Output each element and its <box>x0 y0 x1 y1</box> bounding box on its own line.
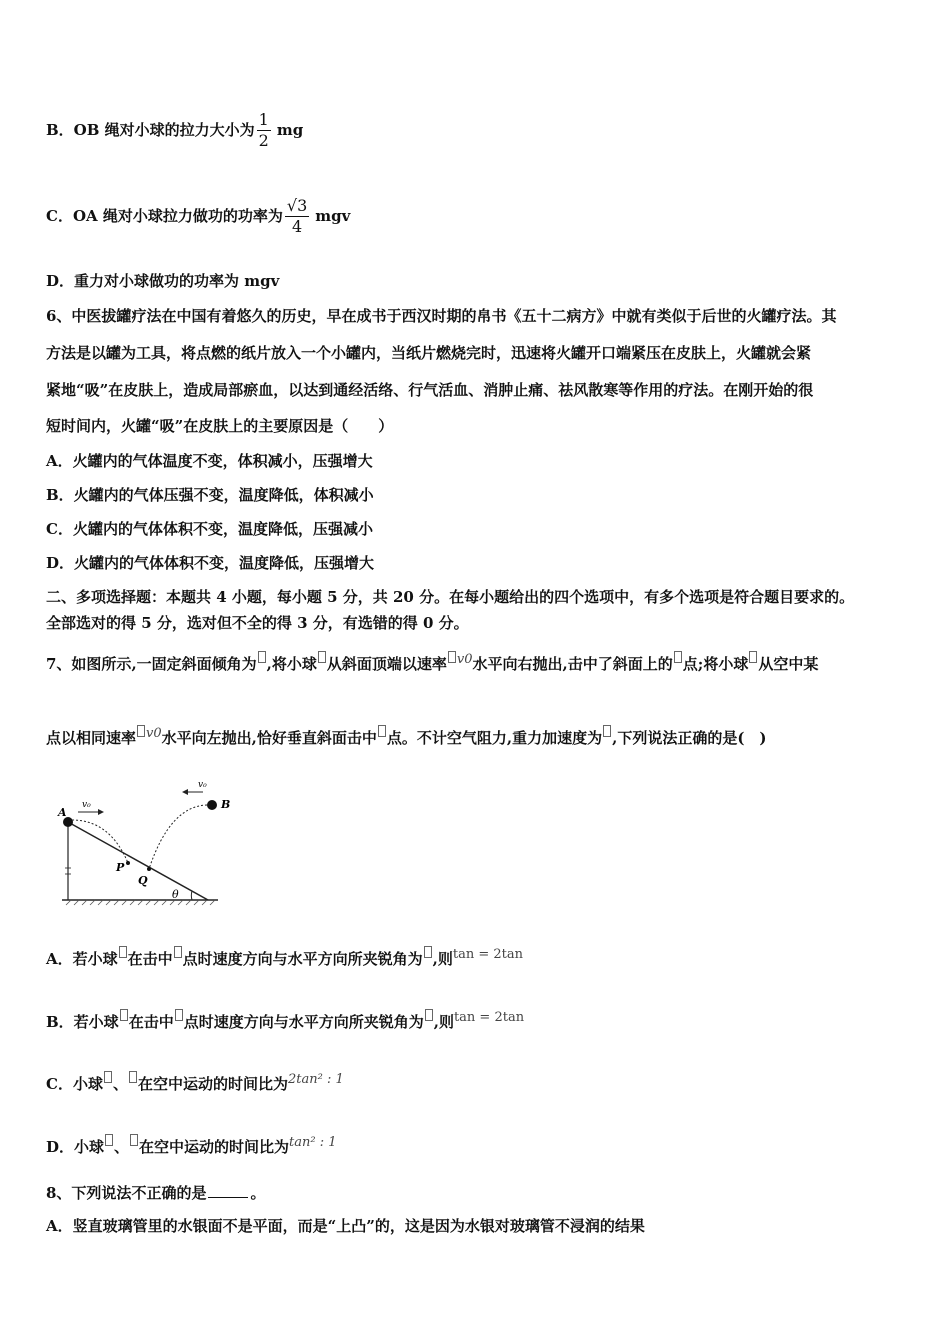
missing-glyph-icon <box>258 651 266 663</box>
label-b: B <box>221 798 231 811</box>
point-q <box>147 867 151 871</box>
missing-glyph-icon <box>105 1134 113 1146</box>
formula-a: tan = 2tan <box>452 947 524 962</box>
trajectory-b <box>149 805 207 869</box>
missing-glyph-icon <box>120 1009 128 1021</box>
q7-option-a: A．若小球 在击中 点时速度方向与水平方向所夹锐角为 ,则tan = 2tan <box>46 947 524 968</box>
label-p: P <box>116 861 125 874</box>
missing-glyph-icon <box>175 1009 183 1021</box>
q7-option-c: C．小球 、 在空中运动的时间比为2tan² : 1 <box>46 1072 344 1093</box>
missing-glyph-icon <box>674 651 682 663</box>
angle-arc <box>191 891 192 900</box>
q7-stem-line-1: 7、如图所示,一固定斜面倾角为 ,将小球 从斜面顶端以速率 v0水平向右抛出,击中了斜面上的 点;将小球 从空中某 <box>46 652 819 673</box>
q6-stem-line-3: 紧地“吸”在皮肤上，造成局部瘀血，以达到通经活络、行气活血、消肿止痛、祛风散寒等作用的疗法。在刚开始的很 <box>46 381 814 399</box>
missing-glyph-icon <box>318 651 326 663</box>
q6-option-b: B．火罐内的气体压强不变，温度降低，体积减小 <box>46 486 374 504</box>
section2-line-2: 全部选对的得 5 分，选对但不全的得 3 分，有选错的得 0 分。 <box>46 614 469 632</box>
q7-stem-line-2: 点以相同速率 v0水平向左抛出,恰好垂直斜面击中 点。不计空气阻力,重力加速度为 ,下列说法正确的是( ) <box>46 726 767 747</box>
q6-stem-line-1: 6、中医拔罐疗法在中国有着悠久的历史，早在成书于西汉时期的帛书《五十二病方》中就有类似于后世的火罐疗法。其 <box>46 307 837 325</box>
label-theta: θ <box>172 888 179 901</box>
ball-b <box>207 800 217 810</box>
missing-glyph-icon <box>130 1134 138 1146</box>
q8-option-a: A．竖直玻璃管里的水银面不是平面，而是“上凸”的，这是因为水银对玻璃管不浸润的结果 <box>46 1217 645 1235</box>
label-v0-right: v₀ <box>198 780 207 790</box>
missing-glyph-icon <box>448 651 456 663</box>
formula-d: tan² : 1 <box>289 1135 337 1150</box>
section2-line-1: 二、多项选择题：本题共 4 小题，每小题 5 分，共 20 分。在每小题给出的四个选项中，有多个选项是符合题目要求的。 <box>46 588 855 606</box>
missing-glyph-icon <box>129 1071 137 1083</box>
q6-stem-line-2: 方法是以罐为工具，将点燃的纸片放入一个小罐内，当纸片燃烧完时，迅速将火罐开口端紧压在皮肤上，火罐就会紧 <box>46 344 812 362</box>
answer-blank <box>208 1197 248 1198</box>
q5-option-c: C．OA 绳对小球拉力做功的功率为 $\frac{√3}{4}$ mgv <box>46 195 351 236</box>
missing-glyph-icon <box>104 1071 112 1083</box>
q7-option-b: B．若小球 在击中 点时速度方向与水平方向所夹锐角为 ,则tan = 2tan <box>46 1010 525 1031</box>
missing-glyph-icon <box>119 946 127 958</box>
point-p <box>126 861 130 865</box>
incline-surface <box>68 822 208 900</box>
trajectory-a <box>72 820 128 863</box>
q6-option-a: A．火罐内的气体温度不变，体积减小，压强增大 <box>46 452 373 470</box>
missing-glyph-icon <box>424 946 432 958</box>
formula-c: 2tan² : 1 <box>287 1072 344 1087</box>
q6-option-d: D．火罐内的气体体积不变，温度降低，压强增大 <box>46 554 375 572</box>
label-v0-left: v₀ <box>82 800 91 810</box>
fraction-one-half: $\frac{1}{2}$ <box>258 109 269 150</box>
missing-glyph-icon <box>174 946 182 958</box>
label-q: Q <box>138 874 148 887</box>
fraction-sqrt3-over-4: $\frac{√3}{4}$ <box>286 195 308 236</box>
q5-option-b: B．OB 绳对小球的拉力大小为 $\frac{1}{2}$ mg <box>46 109 304 150</box>
missing-glyph-icon <box>425 1009 433 1021</box>
q6-stem-line-4: 短时间内，火罐“吸”在皮肤上的主要原因是（ ） <box>46 417 394 435</box>
q7-option-d: D．小球 、 在空中运动的时间比为tan² : 1 <box>46 1135 337 1156</box>
formula-b: tan = 2tan <box>453 1010 525 1025</box>
q8-stem: 8、下列说法不正确的是 。 <box>46 1184 266 1202</box>
missing-glyph-icon <box>749 651 757 663</box>
missing-glyph-icon <box>603 725 611 737</box>
incline-projectile-figure <box>58 770 231 905</box>
missing-glyph-icon <box>378 725 386 737</box>
q6-option-c: C．火罐内的气体体积不变，温度降低，压强减小 <box>46 520 373 538</box>
q5-option-d: D．重力对小球做功的功率为 mgv <box>46 272 280 290</box>
missing-glyph-icon <box>137 725 145 737</box>
label-a: A <box>58 806 67 819</box>
